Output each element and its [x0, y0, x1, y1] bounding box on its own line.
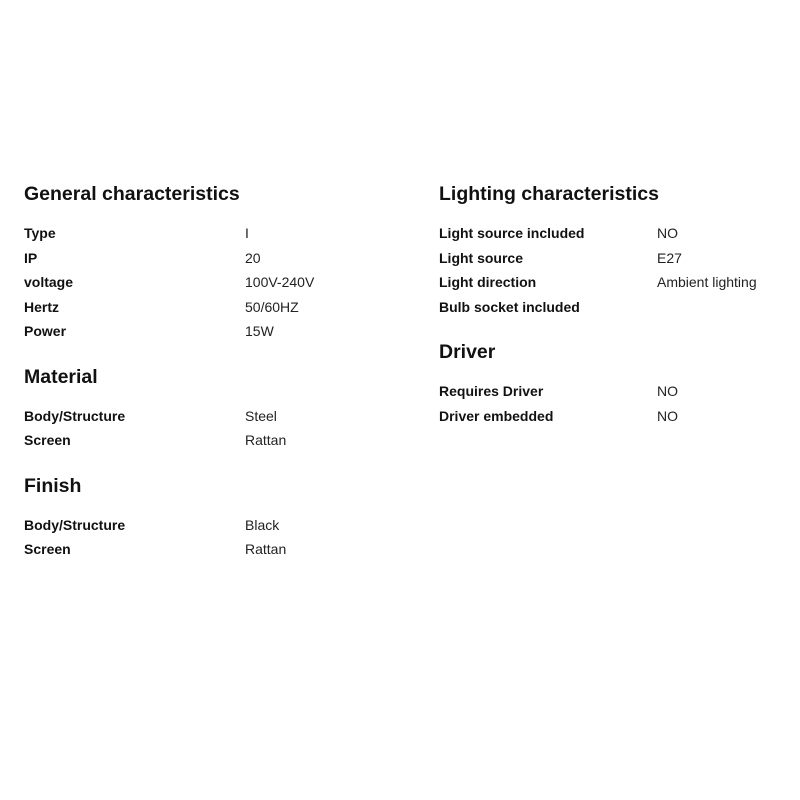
- spec-value: E27: [657, 249, 682, 266]
- spec-label: Light source included: [439, 225, 585, 241]
- spec-value: 100V-240V: [245, 274, 315, 290]
- spec-row-driver-embedded: [439, 404, 784, 429]
- spec-row-requires-driver: [439, 379, 784, 404]
- spec-value: Ambient lighting: [657, 274, 757, 290]
- section-title: Lighting characteristics: [439, 183, 659, 205]
- section-spacer: [439, 319, 784, 339]
- spec-label: voltage: [24, 274, 74, 290]
- spec-label: Light source: [439, 249, 524, 266]
- general-characteristics-section: [24, 181, 404, 364]
- spec-value: NO: [657, 383, 678, 399]
- spec-row-body-structure: [24, 404, 404, 429]
- spec-row-light-source-included: [439, 221, 784, 246]
- material-section: [24, 364, 404, 473]
- spec-row-bulb-socket-included: [439, 295, 784, 320]
- spec-label: IP: [24, 249, 38, 266]
- spec-row-hertz: [24, 295, 404, 320]
- spec-label: Driver embedded: [439, 407, 554, 424]
- spec-value: Black: [245, 516, 280, 533]
- spec-row-light-direction: [439, 270, 784, 295]
- spec-label: Screen: [24, 541, 71, 557]
- spec-label: Screen: [24, 432, 71, 448]
- spec-value: Rattan: [245, 541, 287, 557]
- spec-label: Body/Structure: [24, 516, 126, 533]
- left-column: [24, 181, 404, 562]
- spec-value: 20: [245, 249, 261, 266]
- spec-label: Power: [24, 323, 67, 339]
- driver-section: [439, 339, 784, 428]
- spec-value: I: [245, 225, 249, 241]
- spec-label: Requires Driver: [439, 383, 544, 399]
- spec-label: Hertz: [24, 298, 60, 315]
- section-title: Driver: [439, 341, 496, 363]
- spec-row-light-source: [439, 246, 784, 271]
- spec-row-screen: [24, 428, 404, 453]
- section-spacer: [24, 344, 404, 364]
- spec-label: Bulb socket included: [439, 298, 580, 315]
- spec-row-type: [24, 221, 404, 246]
- spec-label: Body/Structure: [24, 407, 126, 424]
- spec-row-ip: [24, 246, 404, 271]
- spec-value: NO: [657, 225, 678, 241]
- lighting-characteristics-section: [439, 181, 784, 339]
- finish-section: [24, 473, 404, 562]
- spec-row-screen: [24, 537, 404, 562]
- section-title: Finish: [24, 474, 82, 497]
- section-spacer: [24, 453, 404, 473]
- spec-label: Type: [24, 225, 56, 241]
- spec-value: 15W: [245, 323, 274, 339]
- section-title: Material: [24, 365, 98, 388]
- spec-label: Light direction: [439, 274, 537, 290]
- right-column: [439, 181, 784, 428]
- spec-value: NO: [657, 407, 678, 424]
- spec-row-power: [24, 319, 404, 344]
- spec-value: Rattan: [245, 432, 287, 448]
- spec-value: 50/60HZ: [245, 298, 299, 315]
- section-title: General characteristics: [24, 183, 240, 205]
- spec-value: Steel: [245, 407, 277, 424]
- spec-row-voltage: [24, 270, 404, 295]
- spec-row-body-structure: [24, 513, 404, 538]
